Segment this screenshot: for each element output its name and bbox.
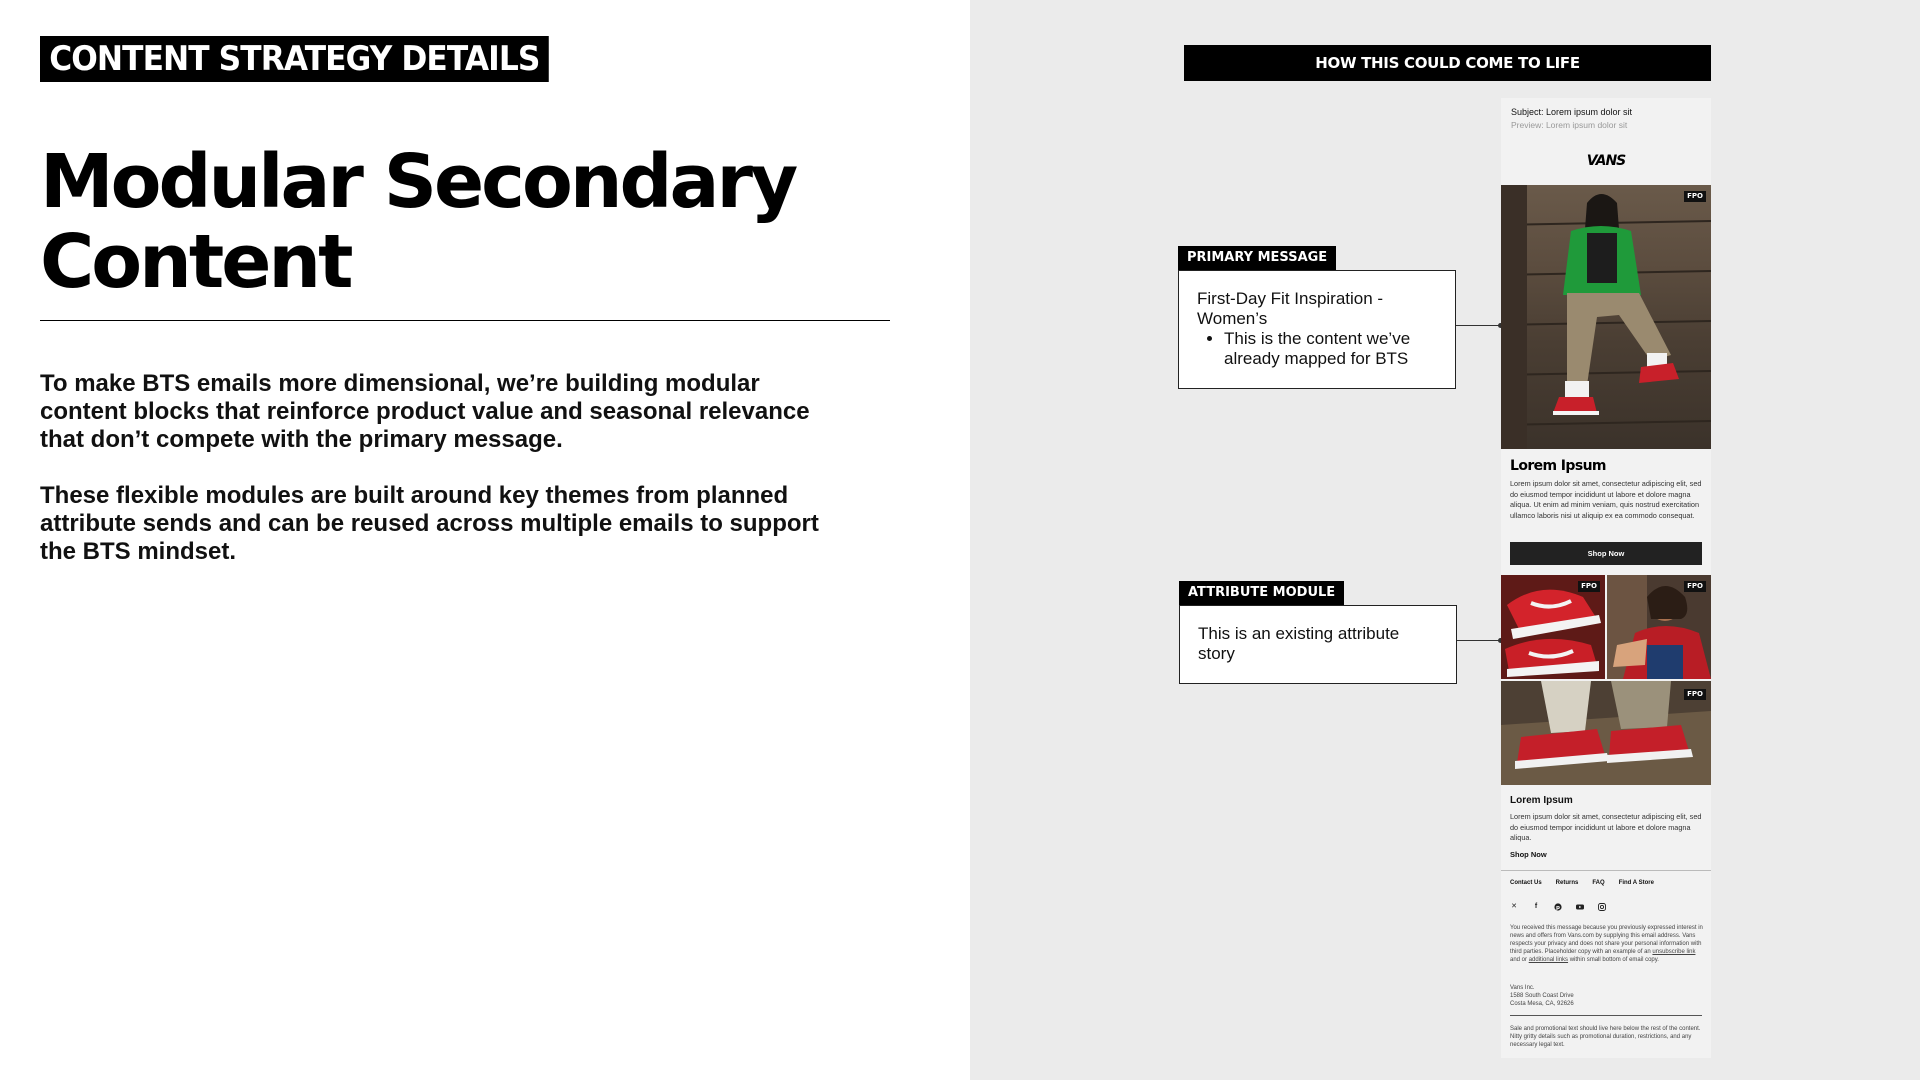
attribute-image-legs xyxy=(1501,681,1711,785)
address-line-2: 1588 South Coast Drive xyxy=(1510,993,1574,999)
attribute-heading: Lorem Ipsum xyxy=(1510,795,1573,806)
primary-message-bullet: • This is the content we’ve already mapped for BTS xyxy=(1224,329,1437,369)
fpo-badge-hero: FPO xyxy=(1684,191,1706,202)
attribute-body: Lorem ipsum dolor sit amet, consectetur adipiscing elit, sed do eiusmod tempor incididunt ut labore et dolore magna aliqua. xyxy=(1510,812,1702,842)
youtube-icon[interactable] xyxy=(1576,903,1584,911)
hero-image xyxy=(1501,185,1711,449)
title-divider xyxy=(40,320,890,321)
body-paragraph-2: These flexible modules are built around key themes from planned attribute sends and can be reused across multiple emails to support the BTS mindset. xyxy=(40,482,819,565)
attribute-image-shoes xyxy=(1501,575,1605,679)
vans-logo: VANS xyxy=(1586,153,1626,169)
address-line-3: Costa Mesa, CA, 92626 xyxy=(1510,1001,1574,1007)
facebook-icon[interactable]: f xyxy=(1534,903,1538,910)
hero-heading: Lorem Ipsum xyxy=(1510,458,1606,474)
email-preview xyxy=(1501,98,1711,1058)
hero-body: Lorem ipsum dolor sit amet, consectetur adipiscing elit, sed do eiusmod tempor incididunt ut labore et dolore magna aliqua. Ut enim ad minim veniam, quis nostrud exercitation ullamco laboris nisi ut aliquip ex ea commodo consequat. xyxy=(1510,479,1702,520)
pinterest-icon[interactable] xyxy=(1554,903,1562,911)
promo-divider xyxy=(1510,1015,1702,1016)
legal-text-end: within small bottom of email copy. xyxy=(1569,957,1659,963)
primary-message-box xyxy=(1178,270,1456,389)
fpo-badge-shoes: FPO xyxy=(1578,581,1600,592)
hero-illustration xyxy=(1501,185,1711,449)
svg-text:p: p xyxy=(1556,905,1560,911)
legs-illustration xyxy=(1501,681,1711,785)
primary-connector xyxy=(1456,325,1501,326)
attribute-module-images xyxy=(1501,575,1711,785)
come-to-life-header: HOW THIS COULD COME TO LIFE xyxy=(1184,45,1711,81)
promo-legal: Sale and promotional text should live here below the rest of the content. Nitty gritty details such as promotional duration, restrictions, and any necessary legal text. xyxy=(1510,1026,1701,1048)
social-icons xyxy=(1510,903,1606,911)
footer-divider xyxy=(1501,870,1711,871)
title-line-2: Content xyxy=(40,219,351,305)
page-title xyxy=(40,139,900,305)
legal-text-1: You received this message because you previously expressed interest in news and offers from Vans.com by supplying this email address. Vans respects your privacy and does not share your personal information with third parties. Placeholder copy with an example of an xyxy=(1510,925,1703,955)
section-tag: CONTENT STRATEGY DETAILS xyxy=(40,36,549,82)
primary-message-tag: PRIMARY MESSAGE xyxy=(1178,246,1336,270)
x-icon[interactable]: ✕ xyxy=(1511,903,1517,910)
footer-link-contact[interactable]: Contact Us xyxy=(1510,880,1542,886)
address-line-1: Vans Inc. xyxy=(1510,985,1535,991)
unsubscribe-link[interactable]: unsubscribe link xyxy=(1652,949,1696,955)
footer-links xyxy=(1510,880,1654,886)
email-subject: Subject: Lorem ipsum dolor sit xyxy=(1511,107,1633,117)
attribute-image-model xyxy=(1607,575,1711,679)
footer-link-returns[interactable]: Returns xyxy=(1555,880,1579,886)
primary-message-list xyxy=(1224,329,1437,369)
instagram-icon[interactable] xyxy=(1598,903,1606,911)
right-panel xyxy=(970,0,1920,1080)
primary-message-text: First-Day Fit Inspiration - Women’s xyxy=(1197,289,1384,328)
fpo-badge-legs: FPO xyxy=(1684,689,1706,700)
attribute-module-tag: ATTRIBUTE MODULE xyxy=(1179,581,1344,605)
additional-links[interactable]: additional links xyxy=(1528,957,1569,963)
footer-link-find-store[interactable]: Find A Store xyxy=(1618,880,1654,886)
footer-link-faq[interactable]: FAQ xyxy=(1592,880,1605,886)
body-copy xyxy=(40,370,820,594)
attribute-module-box xyxy=(1179,605,1457,684)
attribute-shop-now-link[interactable]: Shop Now xyxy=(1510,850,1547,859)
legal-text-and: and or xyxy=(1510,957,1528,963)
body-paragraph-1: To make BTS emails more dimensional, we’re building modular content blocks that reinforce product value and seasonal relevance that don’t compete with the primary message. xyxy=(40,370,810,453)
fpo-badge-model: FPO xyxy=(1684,581,1706,592)
attribute-connector xyxy=(1457,640,1501,641)
hero-shop-now-button[interactable]: Shop Now xyxy=(1510,542,1702,565)
legal-copy xyxy=(1510,924,1704,964)
company-address xyxy=(1510,984,1704,1008)
email-preview-text: Preview: Lorem ipsum dolor sit xyxy=(1511,120,1628,130)
title-line-1: Modular Secondary xyxy=(40,139,796,225)
attribute-module-text: This is an existing attribute story xyxy=(1198,624,1400,663)
